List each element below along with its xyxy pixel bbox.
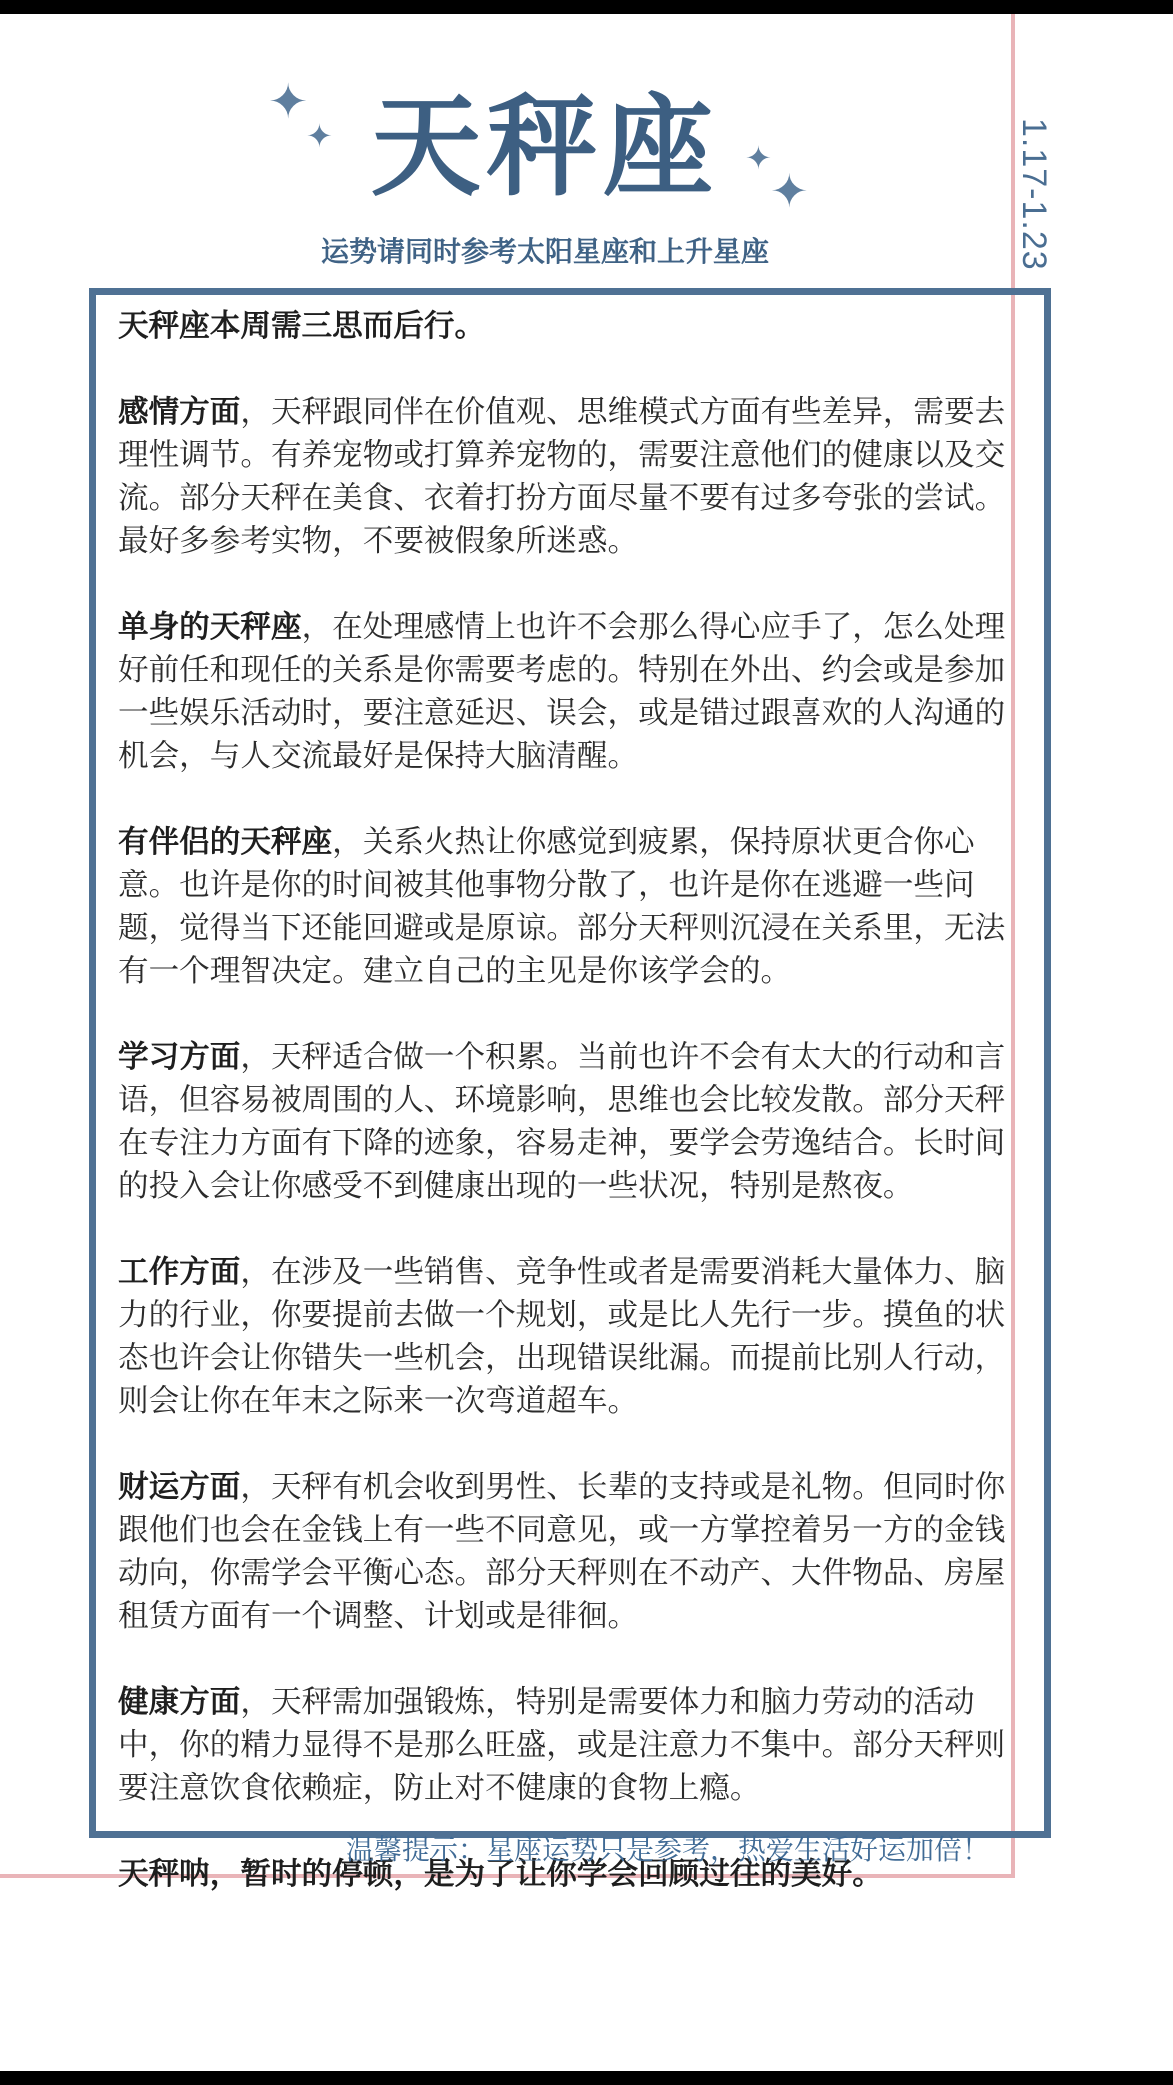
section-heading: 有伴侣的天秤座 (118, 825, 333, 860)
page-title: 天秤座 (371, 83, 719, 211)
section-text: ，天秤有机会收到男性、长辈的支持或是礼物。但同时你跟他们也会在金钱上有一些不同意见，或一方掌控着另一方的金钱动向，你需学会平衡心态。部分天秤则在不动产、大件物品、房屋租赁方面有一个调整、计划或是徘徊。 (118, 1470, 1006, 1634)
section-study (118, 1036, 1023, 1208)
page-subtitle: 运势请同时参考太阳星座和上升星座 (320, 235, 769, 268)
section-text: ，天秤跟同伴在价值观、思维模式方面有些差异，需要去理性调节。有养宠物或打算养宠物的，需要注意他们的健康以及交流。部分天秤在美食、衣着打扮方面尽量不要有过多夸张的尝试。最好多参考实物，不要被假象所迷惑。 (118, 395, 1006, 559)
section-heading: 学习方面 (118, 1040, 241, 1075)
section-text: ，关系火热让你感觉到疲累，保持原状更合你心意。也许是你的时间被其他事物分散了，也许是你在逃避一些问题，觉得当下还能回避或是原谅。部分天秤则沉浸在关系里，无法有一个理智决定。建立自己的主见是你该学会的。 (118, 825, 1006, 989)
closing-text: 天秤呐，暂时的停顿，是为了让你学会回顾过往的美好。 (118, 1857, 883, 1892)
footer-tip: 温馨提示：星座运势只是参考，热爱生活好运加倍！ (345, 1833, 990, 1866)
section-partnered (118, 821, 1023, 993)
section-single (118, 606, 1023, 778)
intro-text: 天秤座本周需三思而后行。 (118, 309, 486, 344)
section-wealth (118, 1466, 1023, 1638)
sparkle-icon: ✦ (306, 117, 333, 155)
section-text: ，天秤适合做一个积累。当前也许不会有太大的行动和言语，但容易被周围的人、环境影响，思维也会比较发散。部分天秤在专注力方面有下降的迹象，容易走神，要学会劳逸结合。长时间的投入会让你感受不到健康出现的一些状况，特别是熬夜。 (118, 1040, 1006, 1204)
section-heading: 感情方面 (118, 395, 241, 430)
sparkle-icon: ✦ (770, 164, 809, 218)
section-love (118, 391, 1023, 563)
bottom-edge-bar (0, 2071, 1173, 2085)
sparkle-icon: ✦ (745, 139, 772, 177)
section-heading: 健康方面 (118, 1685, 241, 1720)
horoscope-content (118, 305, 1023, 1939)
section-work (118, 1251, 1023, 1423)
section-text: ，天秤需加强锻炼，特别是需要体力和脑力劳动的活动中，你的精力显得不是那么旺盛，或是注意力不集中。部分天秤则要注意饮食依赖症，防止对不健康的食物上瘾。 (118, 1685, 1006, 1806)
section-health (118, 1681, 1023, 1810)
sparkle-icon: ✦ (268, 74, 309, 130)
section-heading: 工作方面 (118, 1255, 241, 1290)
date-range: 1.17-1.23 (1015, 118, 1053, 271)
section-text: ，在涉及一些销售、竞争性或者是需要消耗大量体力、脑力的行业，你要提前去做一个规划，或是比人先行一步。摸鱼的状态也许会让你错失一些机会，出现错误纰漏。而提前比别人行动，则会让你在年末之际来一次弯道超车。 (118, 1255, 1006, 1419)
section-text: ，在处理感情上也许不会那么得心应手了，怎么处理好前任和现任的关系是你需要考虑的。特别在外出、约会或是参加一些娱乐活动时，要注意延迟、误会，或是错过跟喜欢的人沟通的机会，与人交流最好是保持大脑清醒。 (118, 610, 1006, 774)
section-heading: 财运方面 (118, 1470, 241, 1505)
section-heading: 单身的天秤座 (118, 610, 302, 645)
top-edge-bar (0, 0, 1173, 14)
